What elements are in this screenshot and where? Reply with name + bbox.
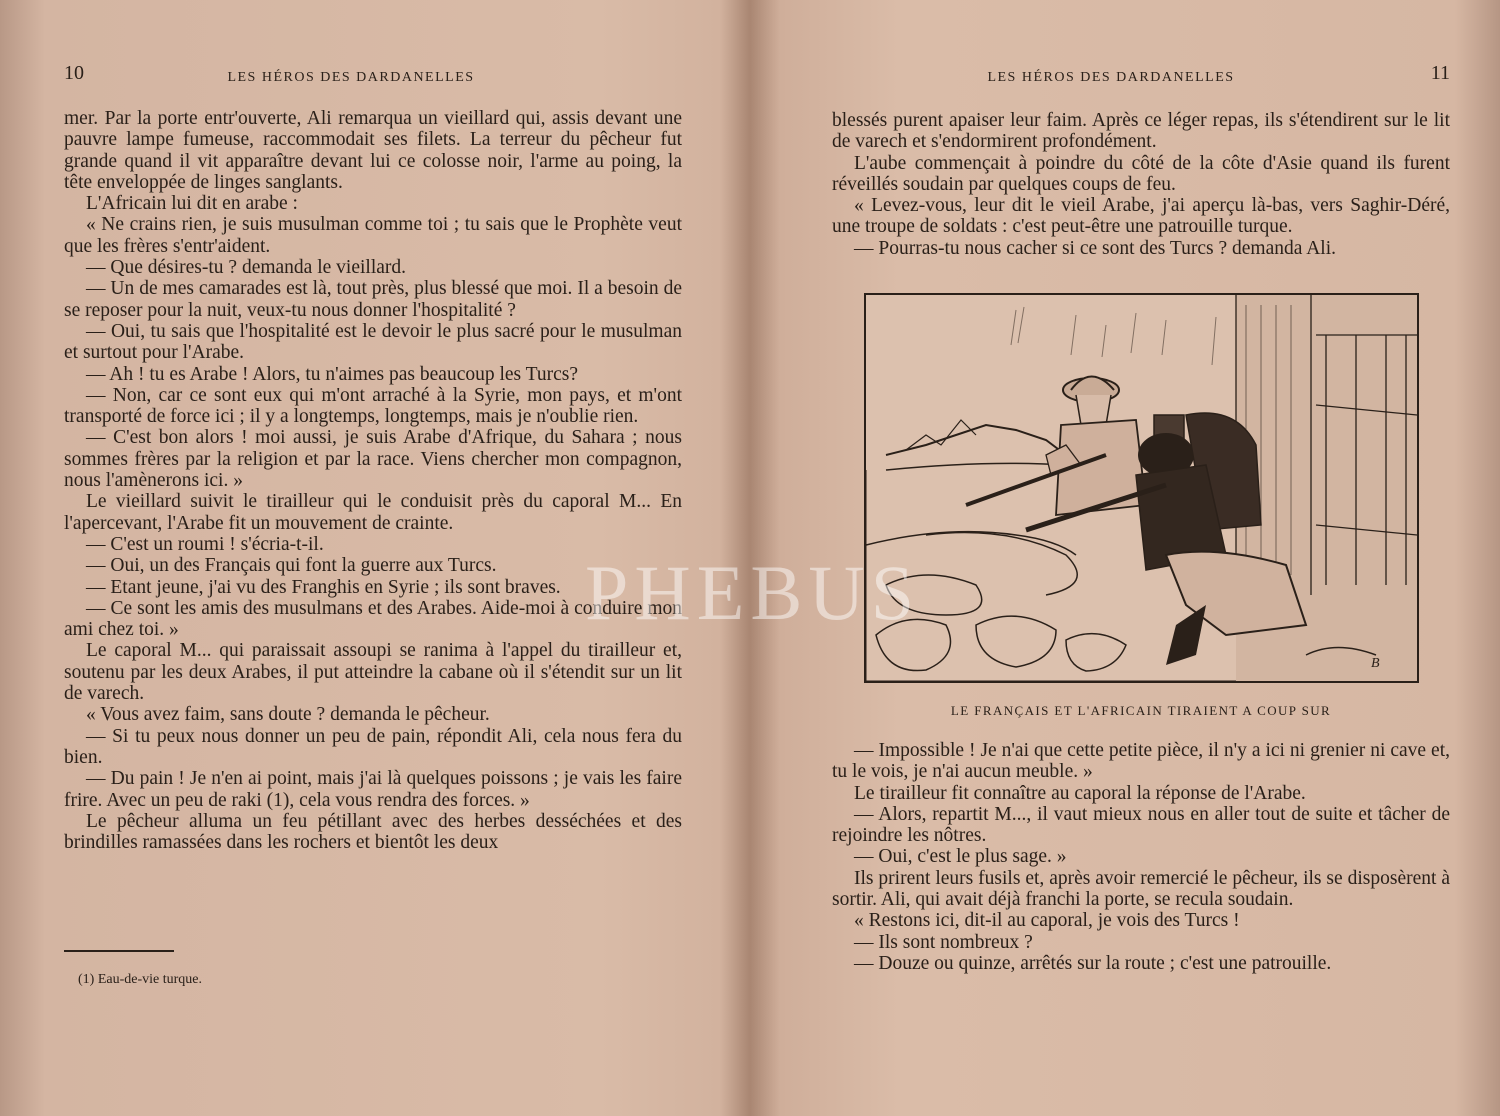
body-text (64, 108, 682, 853)
paragraph: — Oui, c'est le plus sage. » (854, 846, 1067, 868)
paragraph: — Pourras-tu nous cacher si ce sont des Turcs ? demanda Ali. (854, 237, 1336, 259)
paragraph: — Non, car ce sont eux qui m'ont arraché à la Syrie, mon pays, et m'ont transporté de force ici ; il y a longtemps, longtemps, mais je n'oublie rien. (64, 384, 682, 428)
paragraph: — Ce sont les amis des musulmans et des Arabes. Aide-moi à conduire mon ami chez toi. » (64, 597, 682, 641)
paragraph: — Ils sont nombreux ? (854, 931, 1033, 953)
paragraph: Le caporal M... qui paraissait assoupi se ranima à l'appel du tirailleur et, soutenu par les deux Arabes, il put atteindre la cabane où il s'étendit sur un lit de varech. (64, 640, 682, 705)
running-title: LES HÉROS DES DARDANELLES (987, 70, 1235, 85)
paragraph: — C'est bon alors ! moi aussi, je suis Arabe d'Afrique, du Sahara ; nous sommes frères par la religion et par la race. Viens chercher mon compagnon, nous l'amènerons ici. » (64, 427, 682, 492)
paragraph: L'Africain lui dit en arabe : (86, 193, 298, 215)
paragraph: — Si tu peux nous donner un peu de pain, répondit Ali, cela nous fera du bien. (64, 725, 682, 768)
sky-hatching (1011, 307, 1246, 375)
paragraph: — Alors, repartit M..., il vaut mieux nous en aller tout de suite et tâcher de rejoindre les nôtres. (832, 803, 1450, 847)
paragraph: Ils prirent leurs fusils et, après avoir remercié le pêcheur, ils se disposèrent à sortir. Ali, qui avait déjà franchi la porte, se recula soudain. (832, 867, 1450, 911)
paragraph: — Que désires-tu ? demanda le vieillard. (86, 257, 407, 279)
body-text-top (832, 110, 1450, 259)
french-soldier-figure (966, 377, 1146, 516)
paragraph: — Oui, tu sais que l'hospitalité est le devoir le plus sacré pour le musulman et surtout pour l'Arabe. (64, 320, 682, 364)
right-page (832, 0, 1450, 1116)
paragraph: — Oui, un des Français qui font la guerre aux Turcs. (86, 555, 497, 577)
paragraph: — Douze ou quinze, arrêtés sur la route ; c'est une patrouille. (854, 952, 1332, 974)
paragraph: « Ne crains rien, je suis musulman comme toi ; tu sais que le Prophète veut que les frères s'entr'aident. (64, 214, 682, 257)
paragraph: — C'est un roumi ! s'écria-t-il. (86, 533, 324, 555)
page-header (832, 62, 1450, 92)
page-header (64, 62, 682, 92)
paragraph: — Etant jeune, j'ai vu des Franghis en Syrie ; ils sont braves. (86, 576, 561, 598)
watermark: PHEBUS (585, 549, 921, 636)
illustration (864, 293, 1419, 683)
body-text-bottom (832, 740, 1450, 974)
paragraph: — Impossible ! Je n'ai que cette petite pièce, il n'y a ici ni grenier ni cave et, tu le vois, je n'ai aucun meuble. » (832, 740, 1450, 783)
running-title: LES HÉROS DES DARDANELLES (227, 70, 475, 85)
footnote: (1) Eau-de-vie turque. (78, 972, 202, 987)
paragraph: — Du pain ! Je n'en ai point, mais j'ai là quelques poissons ; je vais les faire frire. Avec un peu de raki (1), cela vous rendra des forces. » (64, 768, 682, 811)
page-number: 10 (64, 62, 84, 84)
footnote-divider (64, 950, 174, 952)
paragraph: Le tirailleur fit connaître au caporal la réponse de l'Arabe. (854, 782, 1306, 804)
page-number: 11 (1430, 62, 1450, 84)
paragraph: Le vieillard suivit le tirailleur qui le conduisit près du caporal M... En l'apercevant, l'Arabe fit un mouvement de crainte. (64, 491, 682, 534)
illustration-drawing (866, 295, 1417, 681)
paragraph: — Ah ! tu es Arabe ! Alors, tu n'aimes pas beaucoup les Turcs? (86, 363, 579, 385)
paragraph: — Un de mes camarades est là, tout près, plus blessé que moi. Il a besoin de se reposer pour la nuit, veux-tu nous donner l'hospitalité ? (64, 278, 682, 321)
paragraph: L'aube commençait à poindre du côté de la côte d'Asie quand ils furent réveillés soudain par quelques coups de feu. (832, 152, 1450, 195)
paragraph: mer. Par la porte entr'ouverte, Ali remarqua un vieillard qui, assis devant une pauvre lampe fumeuse, raccommodait ses filets. La terreur du pêcheur fut grande quand il vit apparaître devant lui ce colosse noir, l'arme au poing, la tête enveloppée de linges sanglants. (64, 108, 682, 193)
paragraph: Le pêcheur alluma un feu pétillant avec des herbes desséchées et des brindilles ramassées dans les rochers et bientôt les deux (64, 810, 682, 854)
paragraph: « Levez-vous, leur dit le vieil Arabe, j'ai aperçu là-bas, vers Saghir-Déré, une troupe de soldats : c'est peut-être une patrouille turque. (832, 195, 1450, 238)
paragraph: « Restons ici, dit-il au caporal, je vois des Turcs ! (854, 910, 1240, 932)
paragraph: « Vous avez faim, sans doute ? demanda le pêcheur. (86, 704, 490, 726)
paragraph: blessés purent apaiser leur faim. Après ce léger repas, ils s'étendirent sur le lit de varech et s'endormirent profondément. (832, 110, 1450, 153)
artist-monogram-icon: B (1371, 656, 1380, 671)
illustration-caption: LE FRANÇAIS ET L'AFRICAIN TIRAIENT A COUP SUR (950, 703, 1332, 718)
